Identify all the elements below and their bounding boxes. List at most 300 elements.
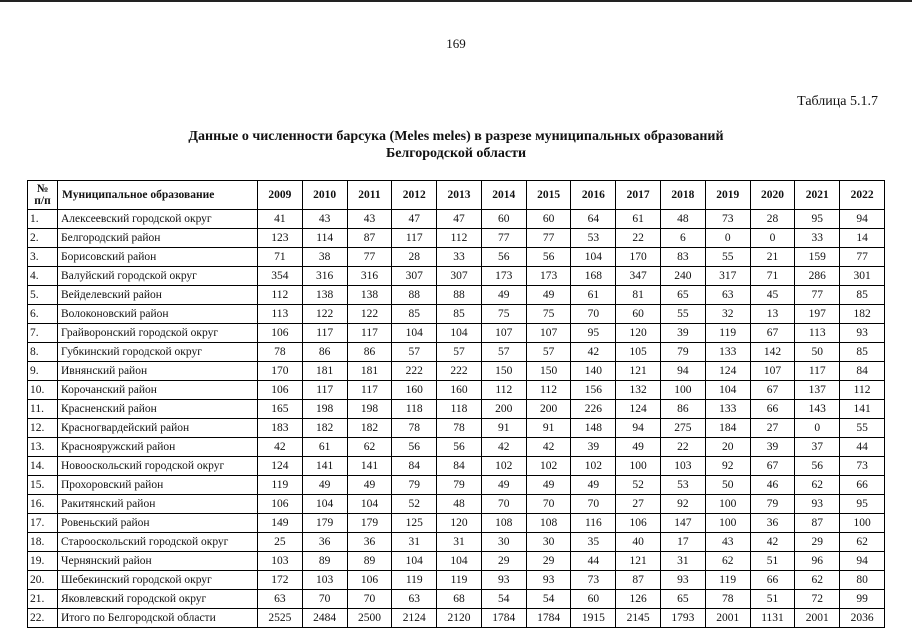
row-value: 67	[750, 324, 795, 343]
row-value: 141	[347, 457, 392, 476]
row-value: 102	[571, 457, 616, 476]
row-value: 62	[705, 552, 750, 571]
row-value: 51	[750, 590, 795, 609]
top-border-line	[0, 0, 912, 2]
row-value: 113	[258, 305, 303, 324]
row-value: 100	[705, 514, 750, 533]
row-number: 18.	[28, 533, 58, 552]
row-value: 104	[705, 381, 750, 400]
row-value: 42	[481, 438, 526, 457]
row-value: 172	[258, 571, 303, 590]
row-value: 56	[481, 248, 526, 267]
row-value: 81	[616, 286, 661, 305]
row-value: 71	[750, 267, 795, 286]
row-value: 49	[526, 476, 571, 495]
row-value: 49	[526, 286, 571, 305]
row-value: 56	[795, 457, 840, 476]
row-value: 1784	[481, 609, 526, 628]
row-value: 63	[705, 286, 750, 305]
row-value: 57	[481, 343, 526, 362]
row-value: 66	[750, 571, 795, 590]
row-value: 2001	[795, 609, 840, 628]
row-value: 77	[347, 248, 392, 267]
row-value: 100	[705, 495, 750, 514]
row-value: 92	[705, 457, 750, 476]
row-municipality: Новооскольский городской округ	[58, 457, 258, 476]
row-value: 124	[258, 457, 303, 476]
row-value: 63	[258, 590, 303, 609]
row-value: 77	[526, 229, 571, 248]
row-value: 42	[571, 343, 616, 362]
row-value: 307	[437, 267, 482, 286]
row-municipality: Красногвардейский район	[58, 419, 258, 438]
row-value: 138	[347, 286, 392, 305]
row-value: 60	[481, 210, 526, 229]
row-value: 173	[526, 267, 571, 286]
row-municipality: Волоконовский район	[58, 305, 258, 324]
row-value: 36	[347, 533, 392, 552]
row-value: 61	[302, 438, 347, 457]
row-value: 63	[392, 590, 437, 609]
row-value: 106	[347, 571, 392, 590]
row-value: 32	[705, 305, 750, 324]
table-row	[28, 324, 885, 343]
table-row	[28, 438, 885, 457]
row-value: 124	[616, 400, 661, 419]
row-value: 307	[392, 267, 437, 286]
row-municipality: Губкинский городской округ	[58, 343, 258, 362]
row-value: 107	[750, 362, 795, 381]
row-value: 56	[526, 248, 571, 267]
row-value: 54	[481, 590, 526, 609]
row-value: 30	[526, 533, 571, 552]
row-number: 20.	[28, 571, 58, 590]
row-value: 43	[302, 210, 347, 229]
row-value: 222	[437, 362, 482, 381]
row-value: 43	[705, 533, 750, 552]
row-value: 108	[481, 514, 526, 533]
header-row	[28, 181, 885, 210]
table-row	[28, 495, 885, 514]
row-value: 70	[571, 305, 616, 324]
row-value: 44	[571, 552, 616, 571]
row-value: 184	[705, 419, 750, 438]
row-value: 93	[481, 571, 526, 590]
row-value: 41	[258, 210, 303, 229]
row-value: 102	[526, 457, 571, 476]
row-value: 2525	[258, 609, 303, 628]
row-number: 10.	[28, 381, 58, 400]
row-value: 56	[437, 438, 482, 457]
table-row	[28, 514, 885, 533]
row-value: 31	[392, 533, 437, 552]
row-value: 117	[302, 324, 347, 343]
row-value: 86	[302, 343, 347, 362]
row-value: 118	[437, 400, 482, 419]
row-value: 89	[302, 552, 347, 571]
row-value: 1784	[526, 609, 571, 628]
row-value: 44	[840, 438, 885, 457]
row-value: 142	[750, 343, 795, 362]
row-value: 70	[347, 590, 392, 609]
table-row	[28, 343, 885, 362]
row-value: 112	[481, 381, 526, 400]
row-value: 354	[258, 267, 303, 286]
row-value: 150	[481, 362, 526, 381]
header-year: 2014	[481, 181, 526, 210]
row-value: 182	[347, 419, 392, 438]
row-value: 0	[750, 229, 795, 248]
row-value: 119	[437, 571, 482, 590]
row-value: 104	[437, 552, 482, 571]
row-number: 19.	[28, 552, 58, 571]
row-value: 49	[481, 286, 526, 305]
row-value: 173	[481, 267, 526, 286]
row-value: 36	[302, 533, 347, 552]
row-value: 17	[661, 533, 706, 552]
row-value: 143	[795, 400, 840, 419]
row-value: 117	[347, 324, 392, 343]
row-municipality: Грайворонский городской округ	[58, 324, 258, 343]
row-value: 124	[705, 362, 750, 381]
header-number	[28, 181, 58, 210]
row-value: 62	[347, 438, 392, 457]
row-value: 33	[795, 229, 840, 248]
row-value: 62	[795, 571, 840, 590]
row-municipality: Шебекинский городской округ	[58, 571, 258, 590]
row-value: 53	[661, 476, 706, 495]
row-value: 49	[347, 476, 392, 495]
row-value: 85	[392, 305, 437, 324]
row-value: 86	[347, 343, 392, 362]
table-row	[28, 305, 885, 324]
header-year: 2011	[347, 181, 392, 210]
row-value: 75	[526, 305, 571, 324]
row-value: 197	[795, 305, 840, 324]
row-value: 87	[616, 571, 661, 590]
row-value: 77	[481, 229, 526, 248]
row-value: 29	[481, 552, 526, 571]
row-value: 53	[571, 229, 616, 248]
table-row	[28, 286, 885, 305]
row-value: 159	[795, 248, 840, 267]
row-value: 0	[705, 229, 750, 248]
header-year: 2018	[661, 181, 706, 210]
row-value: 2120	[437, 609, 482, 628]
row-value: 165	[258, 400, 303, 419]
title-line-1: Данные о численности барсука (Meles meles) в разрезе муниципальных образований	[188, 129, 724, 144]
row-value: 62	[840, 533, 885, 552]
table-header	[28, 181, 885, 210]
row-value: 104	[392, 324, 437, 343]
row-value: 107	[481, 324, 526, 343]
row-value: 77	[840, 248, 885, 267]
row-value: 102	[481, 457, 526, 476]
row-value: 77	[795, 286, 840, 305]
table-row	[28, 229, 885, 248]
row-value: 57	[392, 343, 437, 362]
row-value: 93	[661, 571, 706, 590]
row-value: 179	[302, 514, 347, 533]
row-value: 179	[347, 514, 392, 533]
row-value: 60	[571, 590, 616, 609]
row-value: 149	[258, 514, 303, 533]
row-value: 87	[795, 514, 840, 533]
row-value: 91	[481, 419, 526, 438]
row-value: 65	[661, 286, 706, 305]
row-number: 13.	[28, 438, 58, 457]
row-value: 88	[437, 286, 482, 305]
row-value: 73	[705, 210, 750, 229]
row-value: 37	[795, 438, 840, 457]
row-number: 7.	[28, 324, 58, 343]
row-value: 85	[840, 343, 885, 362]
row-value: 49	[481, 476, 526, 495]
row-value: 86	[661, 400, 706, 419]
row-value: 27	[616, 495, 661, 514]
row-value: 120	[437, 514, 482, 533]
row-value: 156	[571, 381, 616, 400]
row-value: 182	[302, 419, 347, 438]
row-value: 56	[392, 438, 437, 457]
table-row	[28, 419, 885, 438]
table-row	[28, 400, 885, 419]
row-value: 113	[795, 324, 840, 343]
row-value: 89	[347, 552, 392, 571]
row-value: 25	[258, 533, 303, 552]
row-value: 105	[616, 343, 661, 362]
row-municipality: Чернянский район	[58, 552, 258, 571]
row-value: 2124	[392, 609, 437, 628]
row-value: 133	[705, 343, 750, 362]
row-value: 40	[616, 533, 661, 552]
row-value: 84	[392, 457, 437, 476]
header-year: 2017	[616, 181, 661, 210]
header-year: 2015	[526, 181, 571, 210]
row-value: 39	[661, 324, 706, 343]
row-value: 66	[750, 400, 795, 419]
row-value: 50	[705, 476, 750, 495]
row-value: 104	[571, 248, 616, 267]
row-value: 94	[661, 362, 706, 381]
row-value: 46	[750, 476, 795, 495]
row-value: 55	[840, 419, 885, 438]
row-municipality: Краснояружский район	[58, 438, 258, 457]
row-value: 198	[302, 400, 347, 419]
row-value: 104	[347, 495, 392, 514]
row-number: 4.	[28, 267, 58, 286]
row-municipality: Валуйский городской округ	[58, 267, 258, 286]
row-municipality: Алексеевский городской округ	[58, 210, 258, 229]
row-value: 1915	[571, 609, 616, 628]
row-value: 51	[750, 552, 795, 571]
row-value: 100	[661, 381, 706, 400]
row-value: 222	[392, 362, 437, 381]
row-value: 39	[571, 438, 616, 457]
row-value: 119	[258, 476, 303, 495]
row-value: 120	[616, 324, 661, 343]
row-value: 57	[526, 343, 571, 362]
row-municipality: Ивнянский район	[58, 362, 258, 381]
row-value: 83	[661, 248, 706, 267]
row-value: 27	[750, 419, 795, 438]
title-line-2: Белгородской области	[385, 146, 527, 161]
row-value: 122	[347, 305, 392, 324]
row-value: 286	[795, 267, 840, 286]
row-value: 49	[616, 438, 661, 457]
row-value: 57	[437, 343, 482, 362]
row-value: 183	[258, 419, 303, 438]
table-row	[28, 552, 885, 571]
row-value: 70	[526, 495, 571, 514]
row-value: 39	[750, 438, 795, 457]
row-value: 43	[347, 210, 392, 229]
row-municipality: Итого по Белгородской области	[58, 609, 258, 628]
row-value: 117	[392, 229, 437, 248]
row-value: 29	[795, 533, 840, 552]
row-value: 112	[840, 381, 885, 400]
row-value: 55	[705, 248, 750, 267]
row-value: 88	[392, 286, 437, 305]
row-value: 1793	[661, 609, 706, 628]
row-value: 118	[392, 400, 437, 419]
row-value: 87	[347, 229, 392, 248]
row-number: 15.	[28, 476, 58, 495]
row-value: 49	[571, 476, 616, 495]
row-value: 78	[705, 590, 750, 609]
header-number-line-1: №	[36, 183, 49, 195]
header-year: 2021	[795, 181, 840, 210]
row-value: 60	[526, 210, 571, 229]
row-number: 11.	[28, 400, 58, 419]
row-value: 114	[302, 229, 347, 248]
row-value: 47	[437, 210, 482, 229]
row-value: 80	[840, 571, 885, 590]
table-row	[28, 381, 885, 400]
row-value: 117	[302, 381, 347, 400]
table-row	[28, 609, 885, 628]
table-body	[28, 210, 885, 628]
row-value: 119	[705, 324, 750, 343]
table-row	[28, 362, 885, 381]
row-number: 14.	[28, 457, 58, 476]
row-value: 168	[571, 267, 616, 286]
row-value: 138	[302, 286, 347, 305]
header-year: 2016	[571, 181, 616, 210]
row-number: 22.	[28, 609, 58, 628]
row-value: 28	[392, 248, 437, 267]
row-value: 2145	[616, 609, 661, 628]
row-value: 60	[616, 305, 661, 324]
row-municipality: Вейделевский район	[58, 286, 258, 305]
row-value: 22	[616, 229, 661, 248]
row-value: 29	[526, 552, 571, 571]
row-value: 106	[258, 495, 303, 514]
row-municipality: Старооскольский городской округ	[58, 533, 258, 552]
row-value: 104	[392, 552, 437, 571]
row-value: 78	[437, 419, 482, 438]
row-value: 170	[616, 248, 661, 267]
row-value: 104	[302, 495, 347, 514]
row-value: 6	[661, 229, 706, 248]
row-value: 116	[571, 514, 616, 533]
row-value: 33	[437, 248, 482, 267]
row-value: 2500	[347, 609, 392, 628]
row-value: 36	[750, 514, 795, 533]
row-value: 140	[571, 362, 616, 381]
row-value: 20	[705, 438, 750, 457]
row-value: 79	[750, 495, 795, 514]
row-value: 103	[258, 552, 303, 571]
row-number: 5.	[28, 286, 58, 305]
row-municipality: Красненский район	[58, 400, 258, 419]
row-value: 121	[616, 362, 661, 381]
row-value: 70	[571, 495, 616, 514]
row-value: 117	[795, 362, 840, 381]
row-value: 54	[526, 590, 571, 609]
row-value: 122	[302, 305, 347, 324]
row-value: 112	[437, 229, 482, 248]
row-value: 48	[661, 210, 706, 229]
row-value: 92	[661, 495, 706, 514]
row-value: 70	[302, 590, 347, 609]
row-value: 316	[347, 267, 392, 286]
row-value: 14	[840, 229, 885, 248]
row-value: 121	[616, 552, 661, 571]
row-number: 17.	[28, 514, 58, 533]
header-year: 2012	[392, 181, 437, 210]
row-value: 301	[840, 267, 885, 286]
row-municipality: Борисовский район	[58, 248, 258, 267]
row-value: 181	[347, 362, 392, 381]
row-value: 108	[526, 514, 571, 533]
row-value: 42	[526, 438, 571, 457]
row-municipality: Яковлевский городской округ	[58, 590, 258, 609]
row-value: 1131	[750, 609, 795, 628]
header-municipality: Муниципальное образование	[58, 181, 258, 210]
row-value: 150	[526, 362, 571, 381]
row-value: 141	[302, 457, 347, 476]
row-municipality: Корочанский район	[58, 381, 258, 400]
row-value: 70	[481, 495, 526, 514]
row-value: 2036	[840, 609, 885, 628]
row-value: 66	[840, 476, 885, 495]
row-value: 31	[661, 552, 706, 571]
row-value: 106	[258, 324, 303, 343]
row-value: 119	[392, 571, 437, 590]
row-value: 78	[258, 343, 303, 362]
row-value: 67	[750, 381, 795, 400]
row-municipality: Белгородский район	[58, 229, 258, 248]
row-value: 316	[302, 267, 347, 286]
row-value: 62	[795, 476, 840, 495]
row-value: 21	[750, 248, 795, 267]
row-value: 28	[750, 210, 795, 229]
row-value: 93	[526, 571, 571, 590]
header-year: 2022	[840, 181, 885, 210]
row-value: 71	[258, 248, 303, 267]
row-value: 79	[661, 343, 706, 362]
row-value: 50	[795, 343, 840, 362]
row-value: 95	[571, 324, 616, 343]
row-value: 2484	[302, 609, 347, 628]
row-number: 16.	[28, 495, 58, 514]
row-value: 79	[392, 476, 437, 495]
row-municipality: Прохоровский район	[58, 476, 258, 495]
header-year: 2009	[258, 181, 303, 210]
row-value: 133	[705, 400, 750, 419]
row-municipality: Ракитянский район	[58, 495, 258, 514]
